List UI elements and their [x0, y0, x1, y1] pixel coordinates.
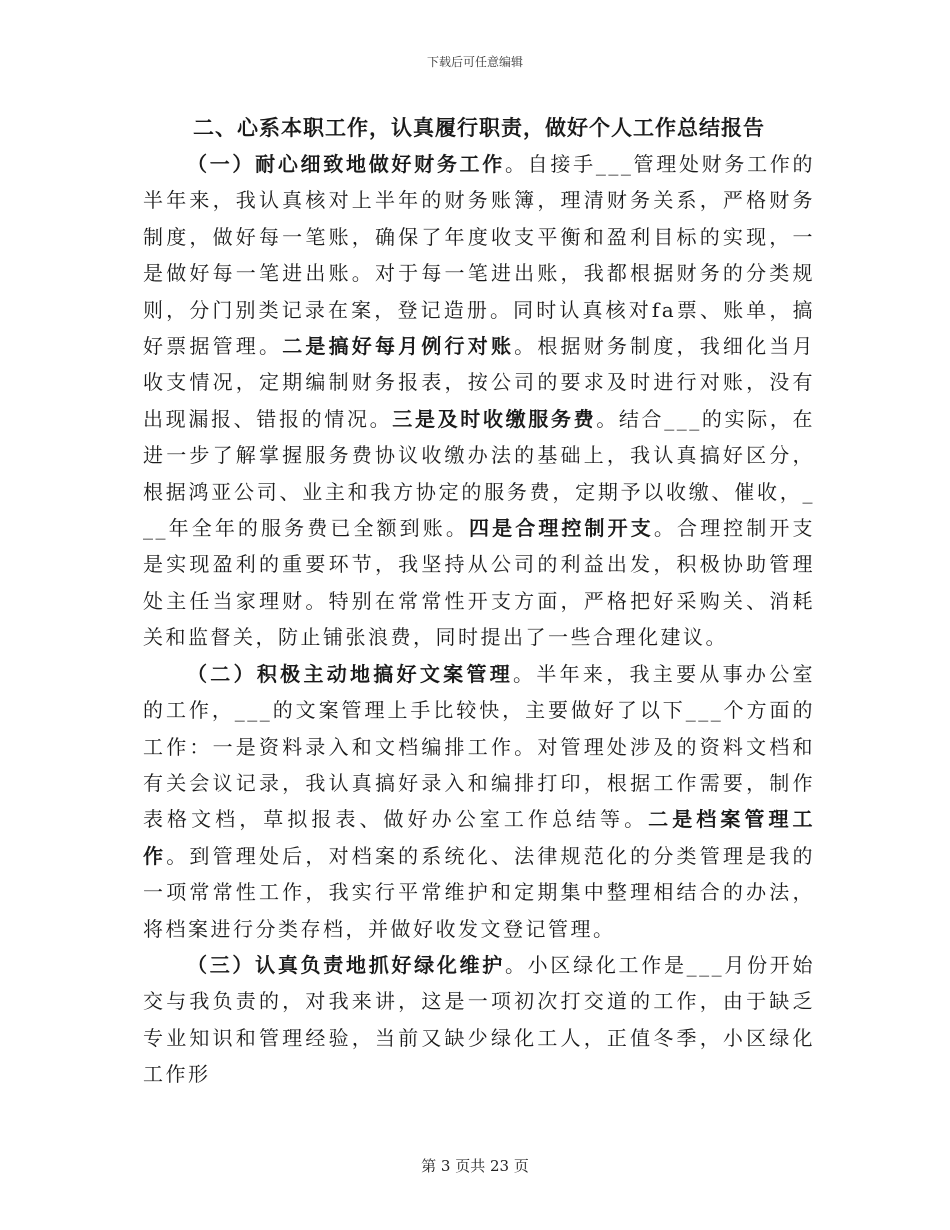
section-heading: 二、心系本职工作，认真履行职责，做好个人工作总结报告: [193, 115, 765, 140]
page-header: 下载后可任意编辑: [426, 55, 523, 69]
subheading-greening: （三）认真负责地抓好绿化维护: [187, 952, 505, 977]
subheading-finance: （一）耐心细致地做好财务工作: [187, 152, 505, 176]
documents-text-2: 。到管理处后，对档案的系统化、法律规范化的分类管理是我的一项常常性工作，我实行平常维护和定期集中整理相结合的办法，将档案进行分类存档，并做好收发文登记管理。: [143, 843, 816, 941]
paragraph-finance: [143, 146, 815, 656]
paragraph-greening: [143, 947, 815, 1093]
finance-text-3: 。结合___的实际，在进一步了解掌握服务费协议收缴办法的基础上，我认真搞好区分，根据鸿亚公司、业主和我方协定的服务费，定期予以收缴、催收，___年全年的服务费已全额到账。: [143, 406, 816, 541]
documents-point-2: 二是档案管理工作: [143, 807, 816, 868]
finance-point-4: 四是合理控制开支: [469, 516, 654, 541]
documents-text-1: 。半年来，我主要从事办公室的工作，___的文案管理上手比较快，主要做好了以下___个方面的工作：一是资料录入和文档编排工作。对管理处涉及的资料文档和有关会议记录，我认真搞好录入和编排打印，根据工作需要，制作表格文档，草拟报表、做好办公室工作总结等。: [143, 661, 816, 832]
page-footer: 第 3 页共 23 页: [421, 1157, 529, 1175]
finance-text-1: 。自接手___管理处财务工作的半年来，我认真核对上半年的财务账簿，理清财务关系，严格财务制度，做好每一笔账，确保了年度收支平衡和盈利目标的实现，一是做好每一笔进出账。对于每一笔进出账，我都根据财务的分类规则，分门别类记录在案，登记造册。同时认真核对fa票、账单，搞好票据管理。: [143, 152, 816, 359]
finance-point-2: 二是搞好每月例行对账: [282, 334, 515, 359]
greening-text-1: 。小区绿化工作是___月份开始交与我负责的，对我来讲，这是一项初次打交道的工作，由于缺乏专业知识和管理经验，当前又缺少绿化工人，正值冬季，小区绿化工作形: [143, 952, 816, 1087]
paragraph-documents: [143, 656, 815, 947]
document-body: [143, 110, 815, 1093]
finance-point-3: 三是及时收缴服务费: [392, 406, 597, 431]
finance-text-4: 。合理控制开支是实现盈利的重要环节，我坚持从公司的利益出发，积极协助管理处主任当家理财。特别在常常性开支方面，严格把好采购关、消耗关和监督关，防止铺张浪费，同时提出了一些合理化建议。: [143, 516, 816, 650]
subheading-documents: （二）积极主动地搞好文案管理: [187, 661, 514, 686]
finance-text-2: 。根据财务制度，我细化当月收支情况，定期编制财务报表，按公司的要求及时进行对账，没有出现漏报、错报的情况。: [143, 334, 816, 431]
